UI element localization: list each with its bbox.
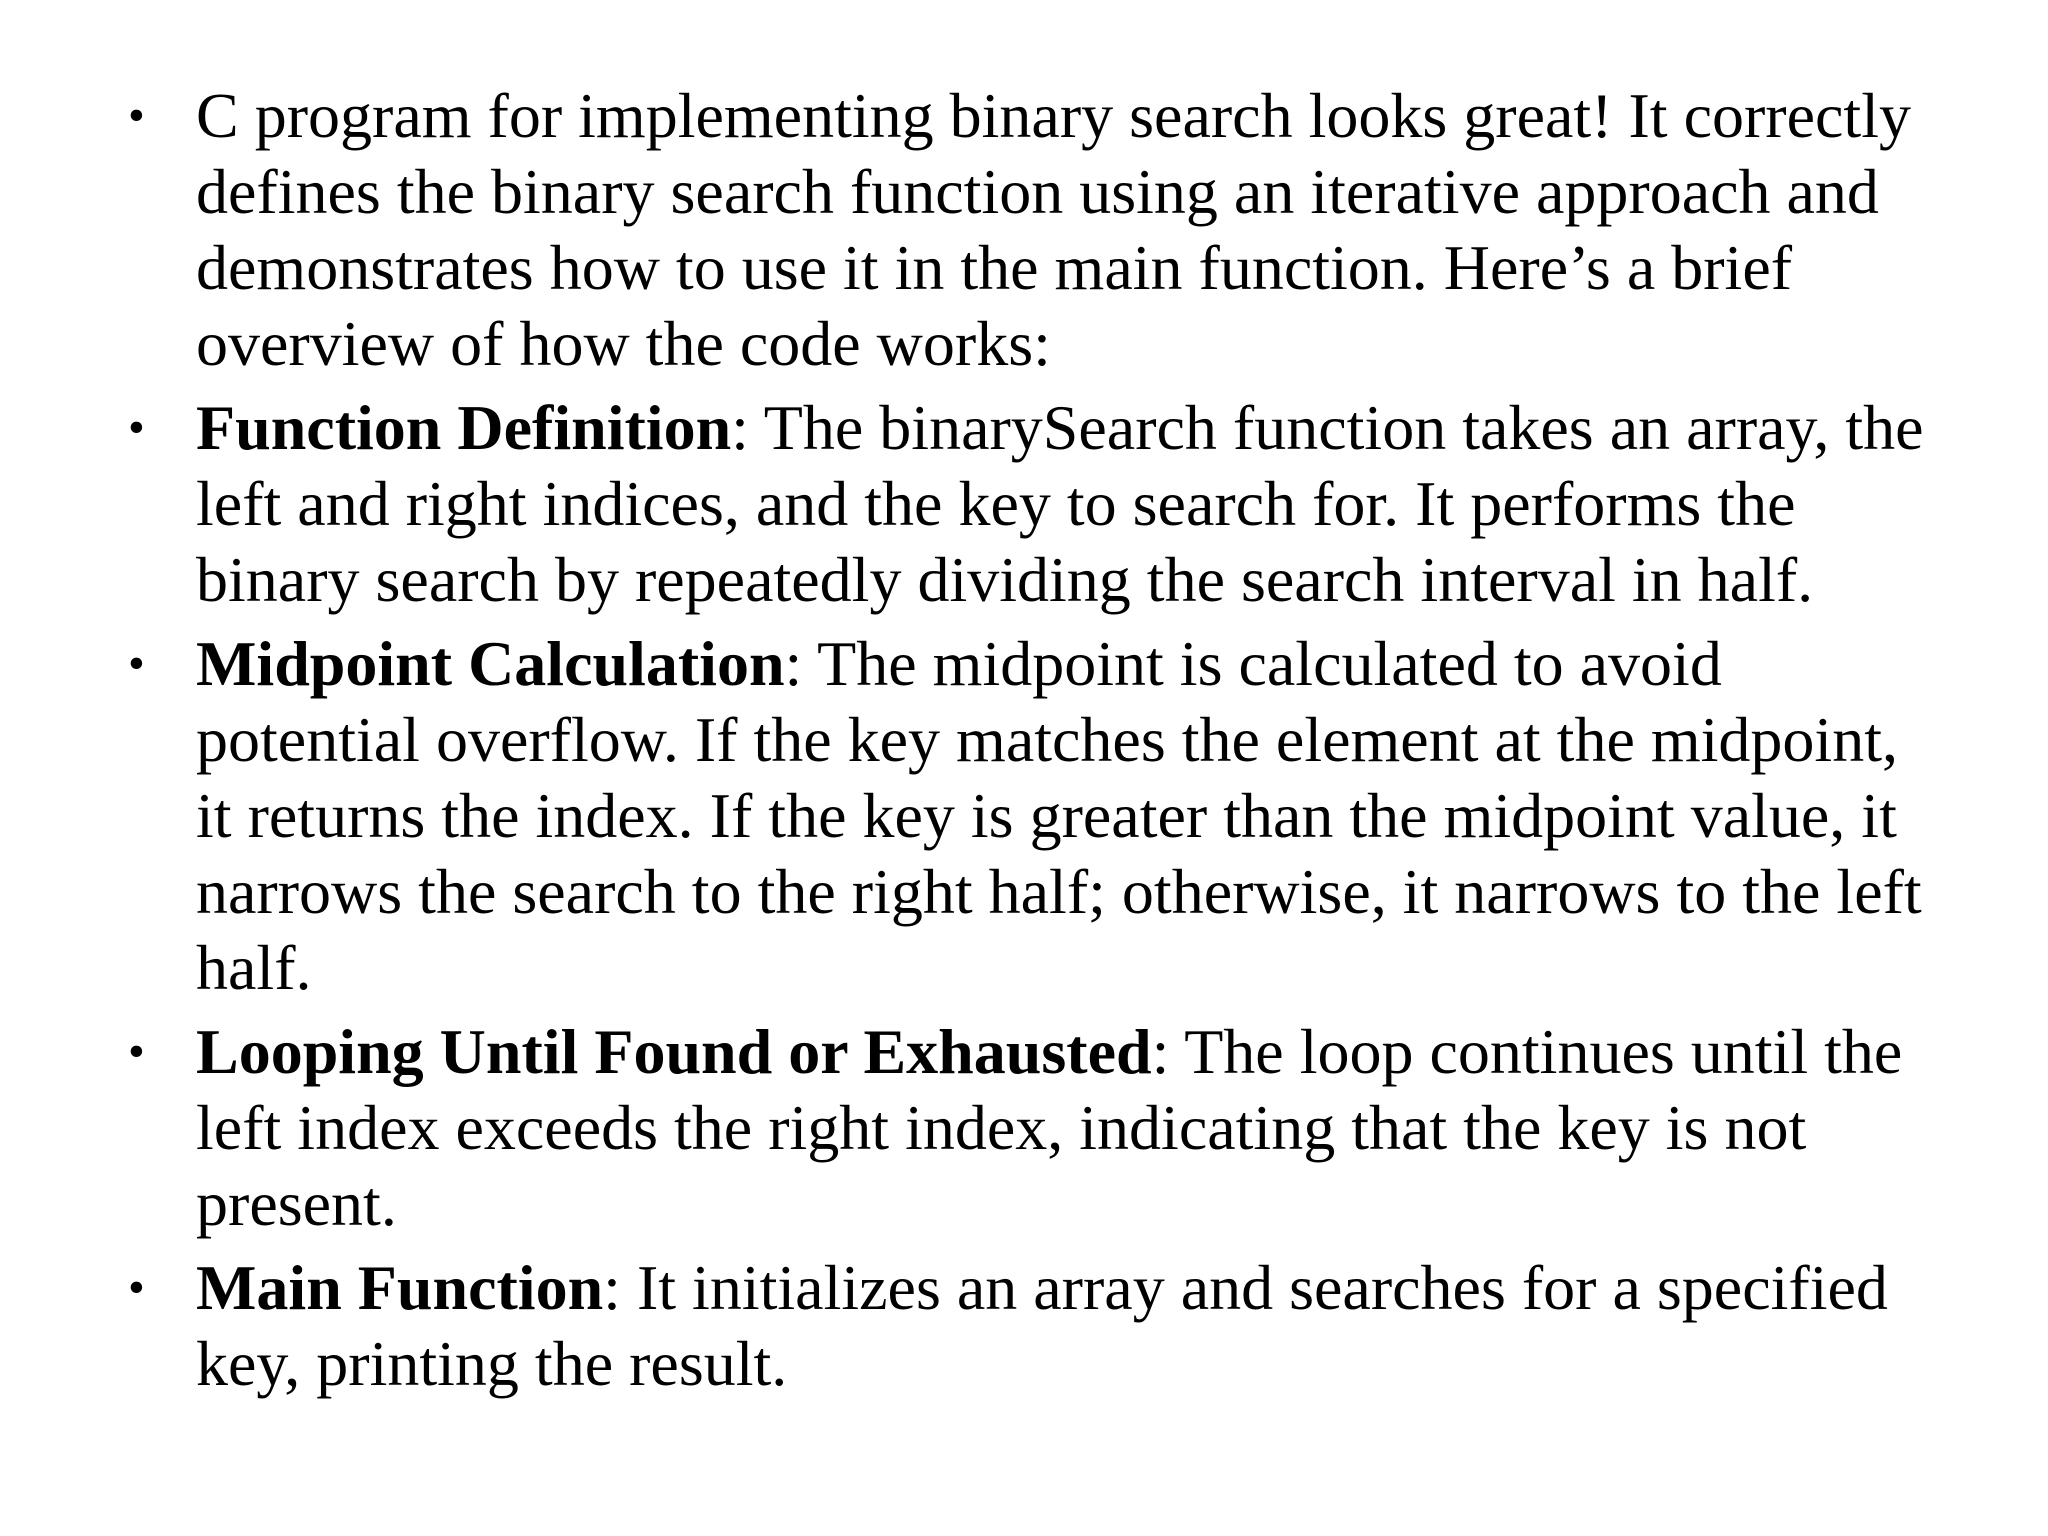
bullet-item-midpoint-calculation: [124, 626, 1944, 1006]
bullet-item-main-function: [124, 1250, 1944, 1402]
bullet-separator: :: [1151, 1016, 1170, 1087]
bullet-text: It initializes an array and searches for a specified key, printing the result.: [196, 1252, 1888, 1399]
bullet-list: [124, 78, 1944, 1410]
bullet-heading: Main Function: [196, 1252, 604, 1323]
bullet-text: C program for implementing binary search looks great! It correctly defines the binary search function using an iterative approach and demonstrates how to use it in the main function. Here’s a brief overview of how the code works:: [196, 80, 1911, 379]
bullet-icon: •: [128, 89, 145, 142]
bullet-item-looping: [124, 1014, 1944, 1242]
bullet-heading: Looping Until Found or Exhausted: [196, 1016, 1152, 1087]
bullet-text: The binarySearch function takes an array, the left and right indices, and the key to search for. It performs the binary search by repeatedly dividing the search interval in half.: [196, 392, 1924, 615]
bullet-separator: :: [731, 392, 749, 463]
bullet-heading: Midpoint Calculation: [196, 628, 785, 699]
bullet-icon: •: [128, 401, 145, 454]
bullet-item-intro: [124, 78, 1944, 382]
bullet-separator: :: [603, 1252, 621, 1323]
bullet-text: The loop continues until the left index exceeds the right index, indicating that the key is not present.: [196, 1016, 1903, 1239]
bullet-icon: •: [128, 1261, 145, 1314]
bullet-icon: •: [128, 1025, 145, 1078]
bullet-heading: Function Definition: [196, 392, 732, 463]
bullet-separator: :: [784, 628, 803, 699]
bullet-item-function-definition: [124, 390, 1944, 618]
bullet-icon: •: [128, 637, 145, 690]
bullet-text: The midpoint is calculated to avoid potential overflow. If the key matches the element at the midpoint, it returns the index. If the key is greater than the midpoint value, it narrows the search to the right half; otherwise, it narrows to the left half.: [196, 628, 1922, 1003]
